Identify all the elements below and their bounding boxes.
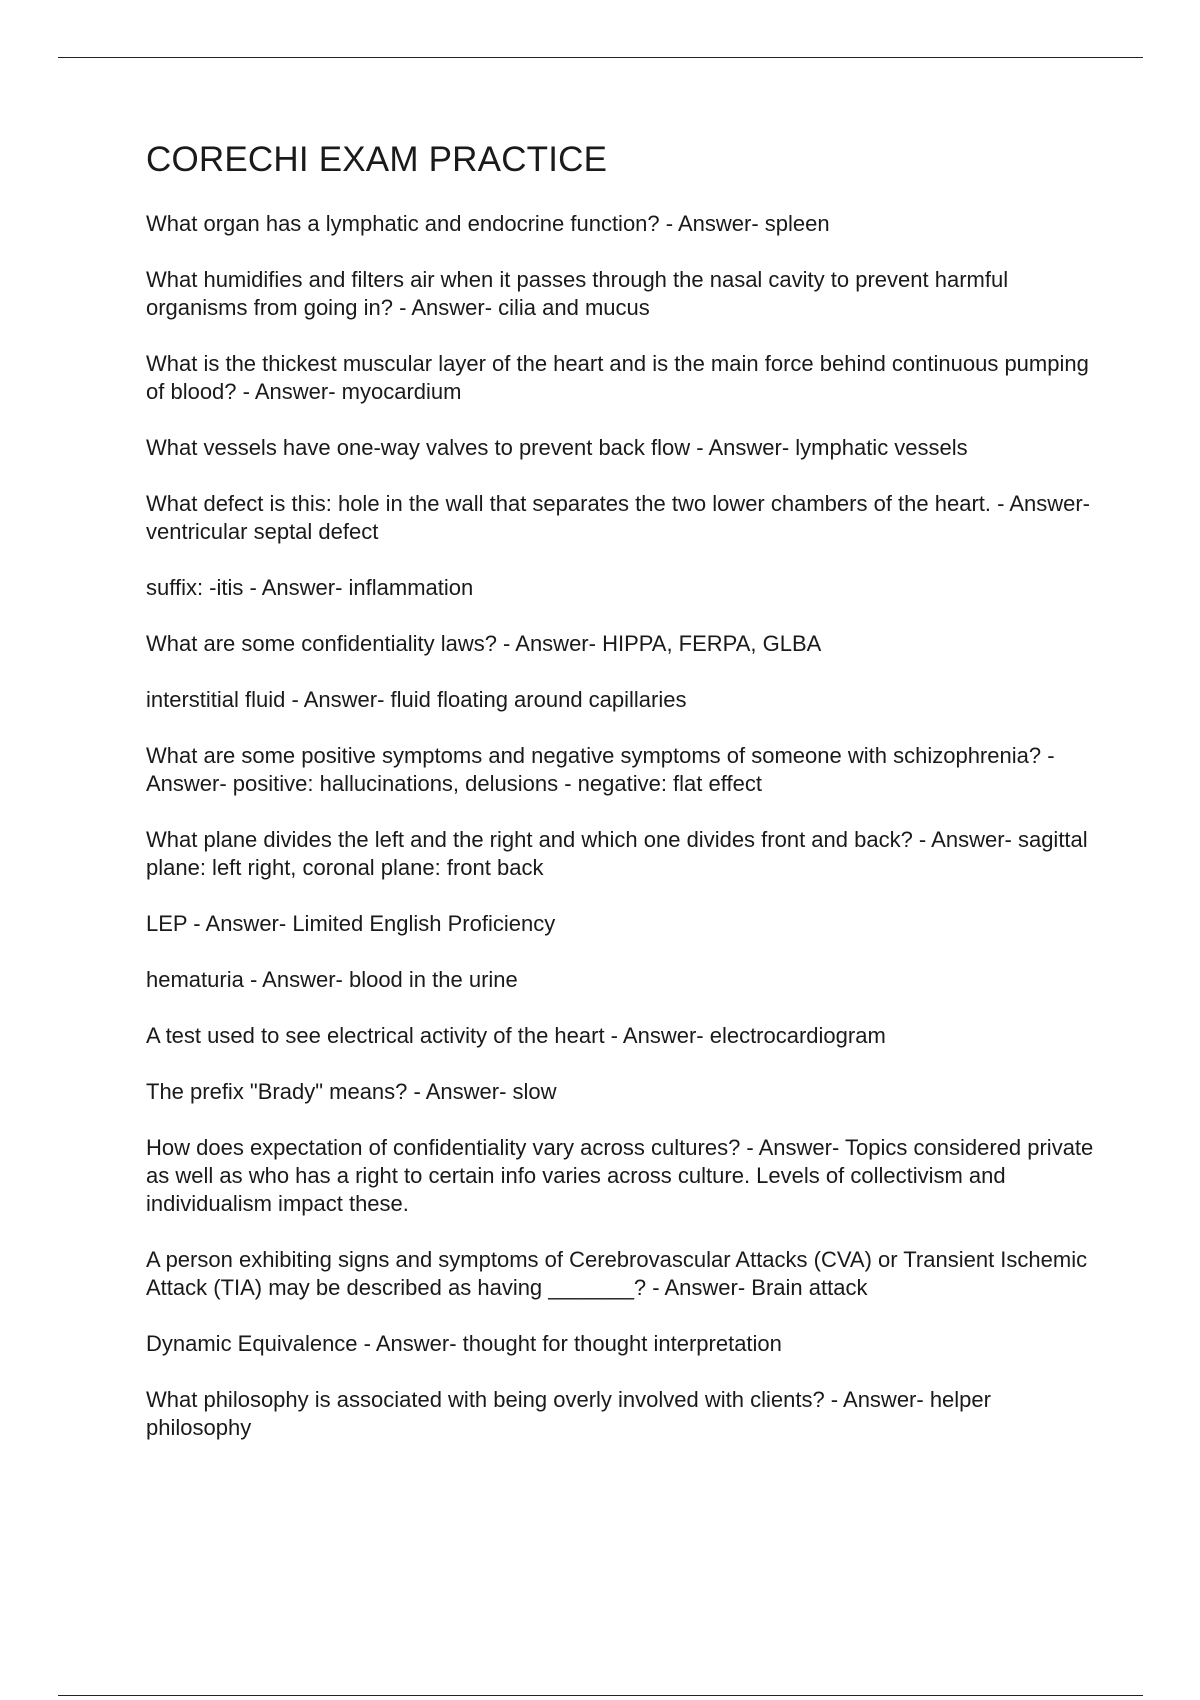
qa-item: A person exhibiting signs and symptoms of Cerebrovascular Attacks (CVA) or Transient Ischemic Attack (TIA) may be described as having _______? - Answer- Brain attack [146,1247,1088,1300]
qa-item: How does expectation of confidentiality vary across cultures? - Answer- Topics considered private as well as who has a right to certain info varies across culture. Levels of collectivism and individualism impact these. [146,1135,1094,1216]
qa-item: What organ has a lymphatic and endocrine function? - Answer- spleen [146,211,830,236]
qa-item: suffix: -itis - Answer- inflammation [146,575,474,600]
qa-item: What philosophy is associated with being overly involved with clients? - Answer- helper philosophy [146,1387,991,1440]
qa-item: The prefix "Brady" means? - Answer- slow [146,1079,557,1104]
qa-item: What are some positive symptoms and negative symptoms of someone with schizophrenia? - Answer- positive: hallucinations, delusions - negative: flat effect [146,743,1055,796]
qa-item: A test used to see electrical activity of the heart - Answer- electrocardiogram [146,1023,886,1048]
qa-item: What are some confidentiality laws? - Answer- HIPPA, FERPA, GLBA [146,631,822,656]
bottom-divider [58,1695,1143,1696]
qa-item: What is the thickest muscular layer of the heart and is the main force behind continuous pumping of blood? - Answer- myocardium [146,351,1089,404]
qa-item: Dynamic Equivalence - Answer- thought for thought interpretation [146,1331,782,1356]
page-title: CORECHI EXAM PRACTICE [146,140,608,179]
qa-item: What humidifies and filters air when it passes through the nasal cavity to prevent harmful organisms from going in? - Answer- cilia and mucus [146,267,1009,320]
qa-item: What plane divides the left and the right and which one divides front and back? - Answer- sagittal plane: left right, coronal plane: front back [146,827,1088,880]
qa-list [146,210,1096,1442]
qa-item: LEP - Answer- Limited English Proficiency [146,911,556,936]
qa-item: What vessels have one-way valves to prevent back flow - Answer- lymphatic vessels [146,435,968,460]
top-divider [58,57,1143,58]
document-body [146,140,1096,1470]
qa-item: interstitial fluid - Answer- fluid floating around capillaries [146,687,687,712]
qa-item: hematuria - Answer- blood in the urine [146,967,518,992]
qa-item: What defect is this: hole in the wall that separates the two lower chambers of the heart. - Answer- ventricular septal defect [146,491,1091,544]
